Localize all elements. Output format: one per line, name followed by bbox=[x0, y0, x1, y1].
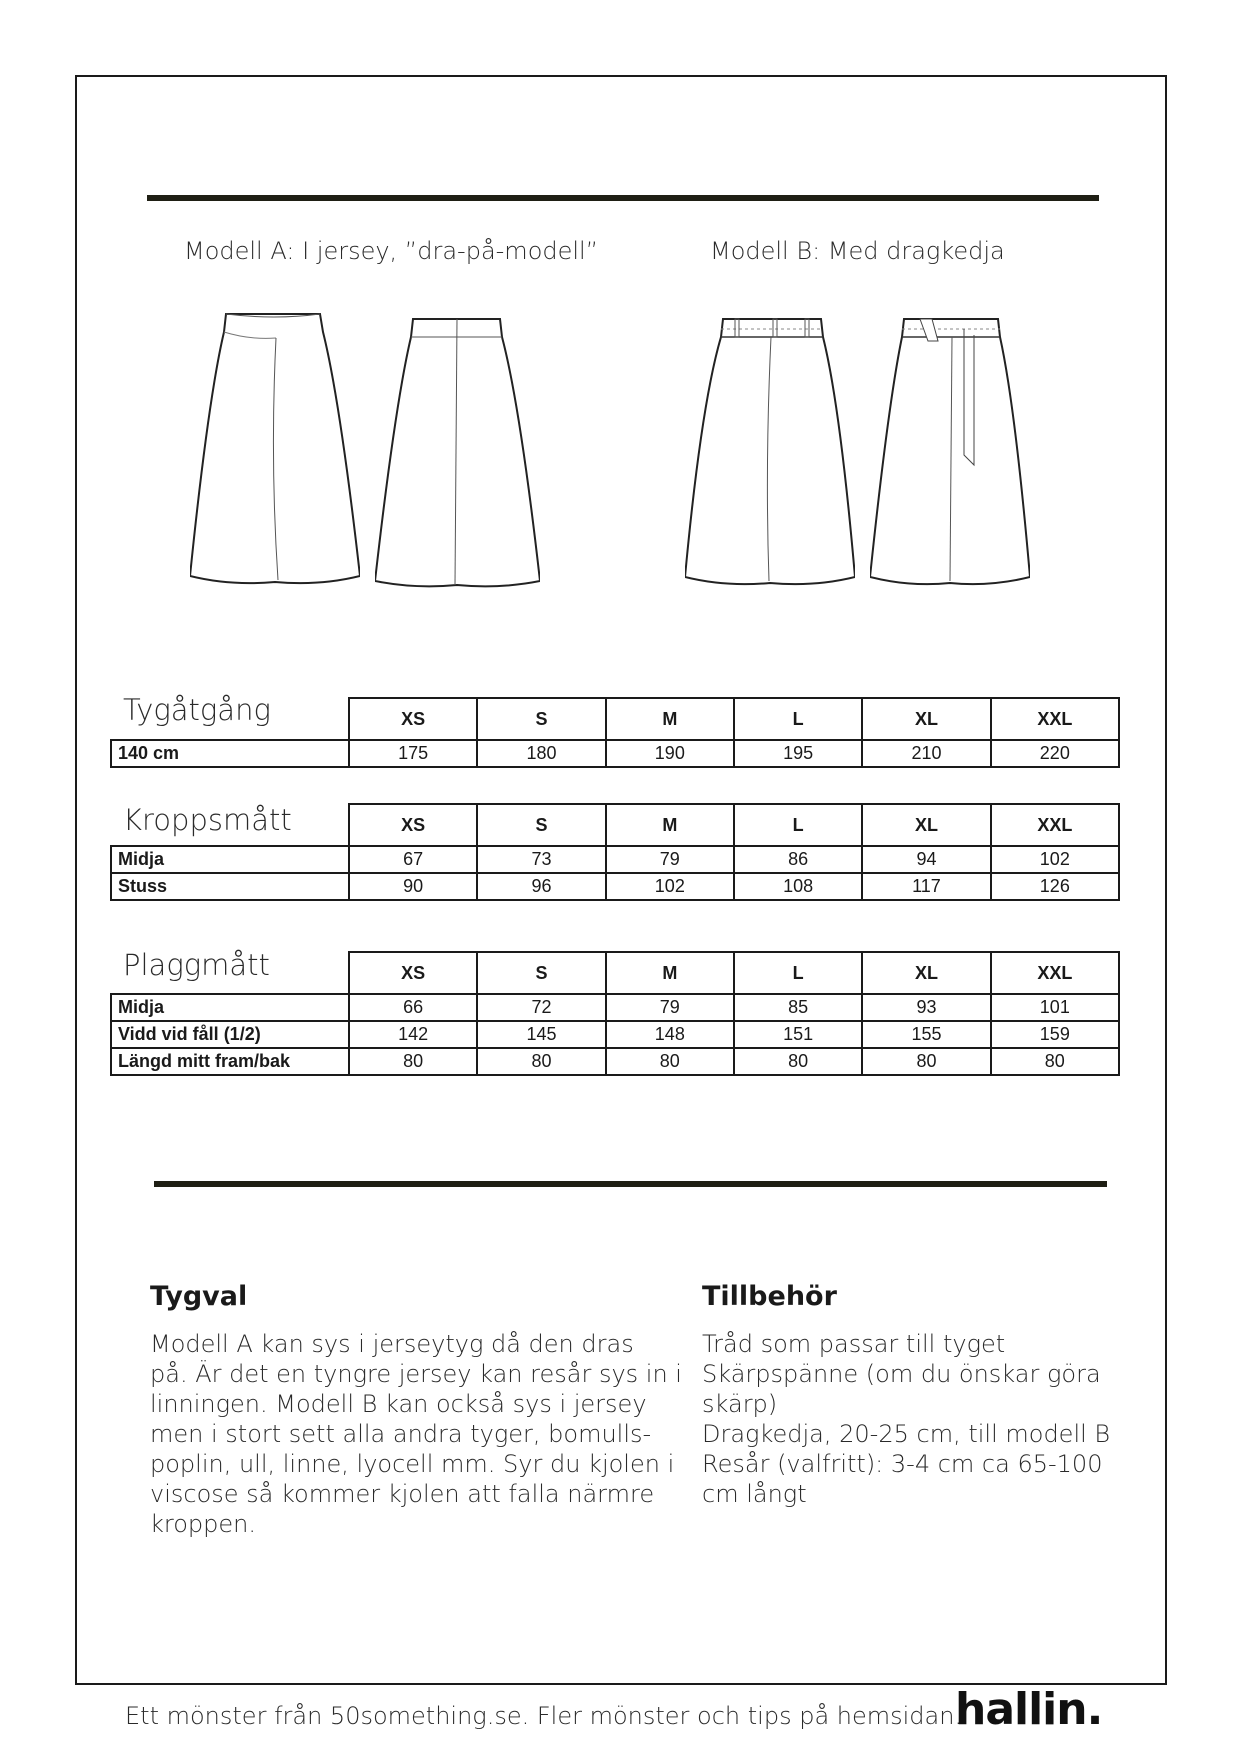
row-label: Vidd vid fåll (1/2) bbox=[111, 1021, 349, 1048]
row-label: Midja bbox=[111, 994, 349, 1021]
middle-divider bbox=[154, 1181, 1107, 1187]
table-cell: 190 bbox=[606, 740, 734, 767]
text-line: på. Är det en tyngre jersey kan resår sys in i bbox=[150, 1360, 682, 1388]
text-line: Dragkedja, 20-25 cm, till modell B bbox=[702, 1420, 1111, 1448]
size-header-l: L bbox=[734, 804, 862, 846]
size-header-l: L bbox=[734, 698, 862, 740]
table-cell: 80 bbox=[349, 1048, 477, 1075]
text-line: cm långt bbox=[702, 1480, 807, 1508]
table-cell: 66 bbox=[349, 994, 477, 1021]
tygval-text bbox=[150, 1329, 682, 1539]
size-header-m: M bbox=[606, 698, 734, 740]
table-cell: 180 bbox=[477, 740, 605, 767]
text-line: Modell A kan sys i jerseytyg då den dras bbox=[150, 1330, 634, 1358]
size-header-xxl: XXL bbox=[991, 952, 1119, 994]
body-size-header bbox=[111, 804, 1119, 846]
size-header-xl: XL bbox=[862, 698, 990, 740]
size-header-xl: XL bbox=[862, 952, 990, 994]
table-cell: 80 bbox=[991, 1048, 1119, 1075]
text-line: Tråd som passar till tyget bbox=[702, 1330, 1006, 1358]
table-cell: 155 bbox=[862, 1021, 990, 1048]
table-cell: 80 bbox=[606, 1048, 734, 1075]
top-divider bbox=[147, 195, 1099, 201]
table-cell: 80 bbox=[734, 1048, 862, 1075]
size-header-s: S bbox=[477, 952, 605, 994]
table-cell: 72 bbox=[477, 994, 605, 1021]
table-cell: 148 bbox=[606, 1021, 734, 1048]
table-cell: 73 bbox=[477, 846, 605, 873]
table-cell: 101 bbox=[991, 994, 1119, 1021]
table-cell: 102 bbox=[991, 846, 1119, 873]
text-line: Skärpspänne (om du önskar göra bbox=[702, 1360, 1101, 1388]
size-header-s: S bbox=[477, 698, 605, 740]
table-cell: 94 bbox=[862, 846, 990, 873]
model-a-title: Modell A: I jersey, ”dra-på-modell” bbox=[184, 237, 599, 265]
fabric-size-header bbox=[111, 698, 1119, 740]
table-cell: 67 bbox=[349, 846, 477, 873]
table-cell: 195 bbox=[734, 740, 862, 767]
table-row bbox=[111, 740, 1119, 767]
skirt-a-back-illustration bbox=[375, 315, 540, 595]
size-header-xs: XS bbox=[349, 698, 477, 740]
table-cell: 220 bbox=[991, 740, 1119, 767]
garment-size-header bbox=[111, 952, 1119, 994]
table-cell: 108 bbox=[734, 873, 862, 900]
table-cell: 151 bbox=[734, 1021, 862, 1048]
tillbehor-text bbox=[702, 1329, 1110, 1509]
size-header-m: M bbox=[606, 952, 734, 994]
tillbehor-heading: Tillbehör bbox=[702, 1281, 837, 1312]
table-cell: 86 bbox=[734, 846, 862, 873]
body-measurements-table bbox=[110, 803, 1120, 901]
table-cell: 145 bbox=[477, 1021, 605, 1048]
table-cell: 96 bbox=[477, 873, 605, 900]
size-header-xxl: XXL bbox=[991, 804, 1119, 846]
model-b-title: Modell B: Med dragkedja bbox=[710, 237, 1005, 265]
table-row bbox=[111, 1048, 1119, 1075]
size-header-xs: XS bbox=[349, 804, 477, 846]
fabric-section-title: Tygåtgång bbox=[123, 693, 271, 727]
text-line: men i stort sett alla andra tyger, bomulls- bbox=[150, 1420, 652, 1448]
size-header-xs: XS bbox=[349, 952, 477, 994]
table-cell: 90 bbox=[349, 873, 477, 900]
skirt-b-back-illustration bbox=[870, 315, 1030, 590]
text-line: skärp) bbox=[702, 1390, 778, 1418]
row-label: Längd mitt fram/bak bbox=[111, 1048, 349, 1075]
text-line: viscose så kommer kjolen att falla närmre bbox=[150, 1480, 655, 1508]
table-row bbox=[111, 1021, 1119, 1048]
table-cell: 93 bbox=[862, 994, 990, 1021]
table-cell: 79 bbox=[606, 994, 734, 1021]
table-cell: 80 bbox=[477, 1048, 605, 1075]
text-line: Resår (valfritt): 3-4 cm ca 65-100 bbox=[702, 1450, 1103, 1478]
table-cell: 126 bbox=[991, 873, 1119, 900]
table-cell: 85 bbox=[734, 994, 862, 1021]
row-label: Midja bbox=[111, 846, 349, 873]
table-cell: 79 bbox=[606, 846, 734, 873]
size-header-s: S bbox=[477, 804, 605, 846]
tygval-heading: Tygval bbox=[150, 1281, 248, 1312]
skirt-a-front-illustration bbox=[190, 310, 360, 590]
table-row bbox=[111, 846, 1119, 873]
skirt-b-front-illustration bbox=[685, 315, 855, 590]
footer-text: Ett mönster från 50something.se. Fler mönster och tips på hemsidan. bbox=[125, 1702, 963, 1730]
body-section-title: Kroppsmått bbox=[123, 803, 292, 837]
table-cell: 102 bbox=[606, 873, 734, 900]
text-line: poplin, ull, linne, lyocell mm. Syr du kjolen i bbox=[150, 1450, 675, 1478]
table-cell: 159 bbox=[991, 1021, 1119, 1048]
size-header-l: L bbox=[734, 952, 862, 994]
table-cell: 175 bbox=[349, 740, 477, 767]
garment-section-title: Plaggmått bbox=[123, 948, 270, 982]
table-cell: 117 bbox=[862, 873, 990, 900]
row-label: 140 cm bbox=[111, 740, 349, 767]
size-header-m: M bbox=[606, 804, 734, 846]
text-line: linningen. Modell B kan också sys i jersey bbox=[150, 1390, 647, 1418]
table-cell: 80 bbox=[862, 1048, 990, 1075]
fabric-table bbox=[110, 697, 1120, 768]
size-header-xl: XL bbox=[862, 804, 990, 846]
table-row bbox=[111, 994, 1119, 1021]
garment-measurements-table bbox=[110, 951, 1120, 1076]
table-cell: 210 bbox=[862, 740, 990, 767]
size-header-xxl: XXL bbox=[991, 698, 1119, 740]
hallin-logo: hallin. bbox=[955, 1684, 1103, 1735]
text-line: kroppen. bbox=[150, 1510, 256, 1538]
table-cell: 142 bbox=[349, 1021, 477, 1048]
row-label: Stuss bbox=[111, 873, 349, 900]
table-row bbox=[111, 873, 1119, 900]
